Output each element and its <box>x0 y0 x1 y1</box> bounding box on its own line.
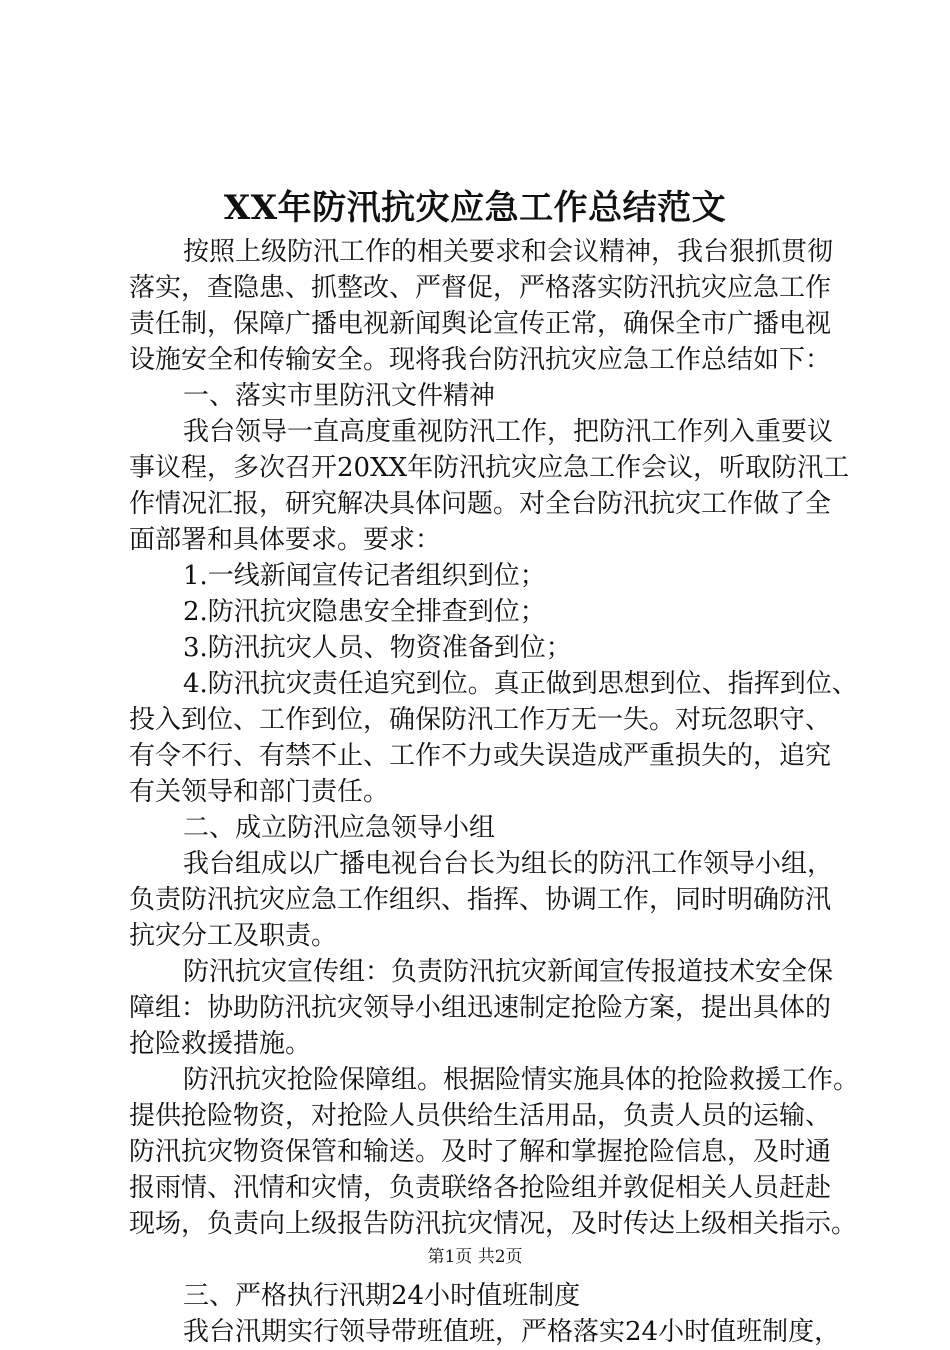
paragraph-line: 防汛抗灾抢险保障组。根据险情实施具体的抢险救援工作。 <box>183 1065 860 1095</box>
paragraph-line: 障组：协助防汛抗灾领导小组迅速制定抢险方案，提出具体的 <box>129 993 832 1023</box>
paragraph-line: 落实，查隐患、抓整改、严督促，严格落实防汛抗灾应急工作 <box>129 273 832 303</box>
section-heading: 三、严格执行汛期24小时值班制度 <box>183 1281 581 1311</box>
document-title: XX年防汛抗灾应急工作总结范文 <box>223 188 727 228</box>
paragraph-line: 事议程，多次召开20XX年防汛抗灾应急工作会议，听取防汛工 <box>129 453 850 483</box>
paragraph-line: 报雨情、汛情和灾情，负责联络各抢险组并敦促相关人员赶赴 <box>129 1173 832 1203</box>
paragraph-line: 面部署和具体要求。要求： <box>129 525 442 555</box>
paragraph-line: 提供抢险物资，对抢险人员供给生活用品，负责人员的运输、 <box>129 1101 832 1131</box>
page-footer: 第1页 共2页 <box>427 1247 523 1267</box>
list-item: 2.防汛抗灾隐患安全排查到位； <box>183 597 546 627</box>
paragraph-line: 投入到位、工作到位，确保防汛工作万无一失。对玩忽职守、 <box>129 705 832 735</box>
paragraph-line: 责任制，保障广播电视新闻舆论宣传正常，确保全市广播电视 <box>129 309 832 339</box>
paragraph-line: 有令不行、有禁不止、工作不力或失误造成严重损失的，追究 <box>129 741 832 771</box>
paragraph-line: 设施安全和传输安全。现将我台防汛抗灾应急工作总结如下： <box>129 345 832 375</box>
section-heading: 二、成立防汛应急领导小组 <box>183 813 496 843</box>
paragraph-line: 抗灾分工及职责。 <box>129 921 338 951</box>
paragraph-line: 现场，负责向上级报告防汛抗灾情况，及时传达上级相关指示。 <box>129 1209 858 1239</box>
paragraph-line: 抢险救援措施。 <box>129 1029 312 1059</box>
paragraph-line: 有关领导和部门责任。 <box>129 777 390 807</box>
paragraph-line: 按照上级防汛工作的相关要求和会议精神，我台狠抓贯彻 <box>183 237 834 267</box>
list-item: 1.一线新闻宣传记者组织到位； <box>183 561 546 591</box>
list-item: 3.防汛抗灾人员、物资准备到位； <box>183 633 572 663</box>
list-item: 4.防汛抗灾责任追究到位。真正做到思想到位、指挥到位、 <box>183 669 858 699</box>
paragraph-line: 我台汛期实行领导带班值班，严格落实24小时值班制度， <box>183 1317 841 1347</box>
paragraph-line: 负责防汛抗灾应急工作组织、指挥、协调工作，同时明确防汛 <box>129 885 832 915</box>
paragraph-line: 我台领导一直高度重视防汛工作，把防汛工作列入重要议 <box>183 417 834 447</box>
paragraph-line: 防汛抗灾物资保管和输送。及时了解和掌握抢险信息，及时通 <box>129 1137 832 1167</box>
section-heading: 一、落实市里防汛文件精神 <box>183 381 496 411</box>
paragraph-line: 我台组成以广播电视台台长为组长的防汛工作领导小组， <box>183 849 834 879</box>
paragraph-line: 作情况汇报，研究解决具体问题。对全台防汛抗灾工作做了全 <box>129 489 832 519</box>
paragraph-line: 防汛抗灾宣传组：负责防汛抗灾新闻宣传报道技术安全保 <box>183 957 834 987</box>
document-body <box>129 234 860 1350</box>
